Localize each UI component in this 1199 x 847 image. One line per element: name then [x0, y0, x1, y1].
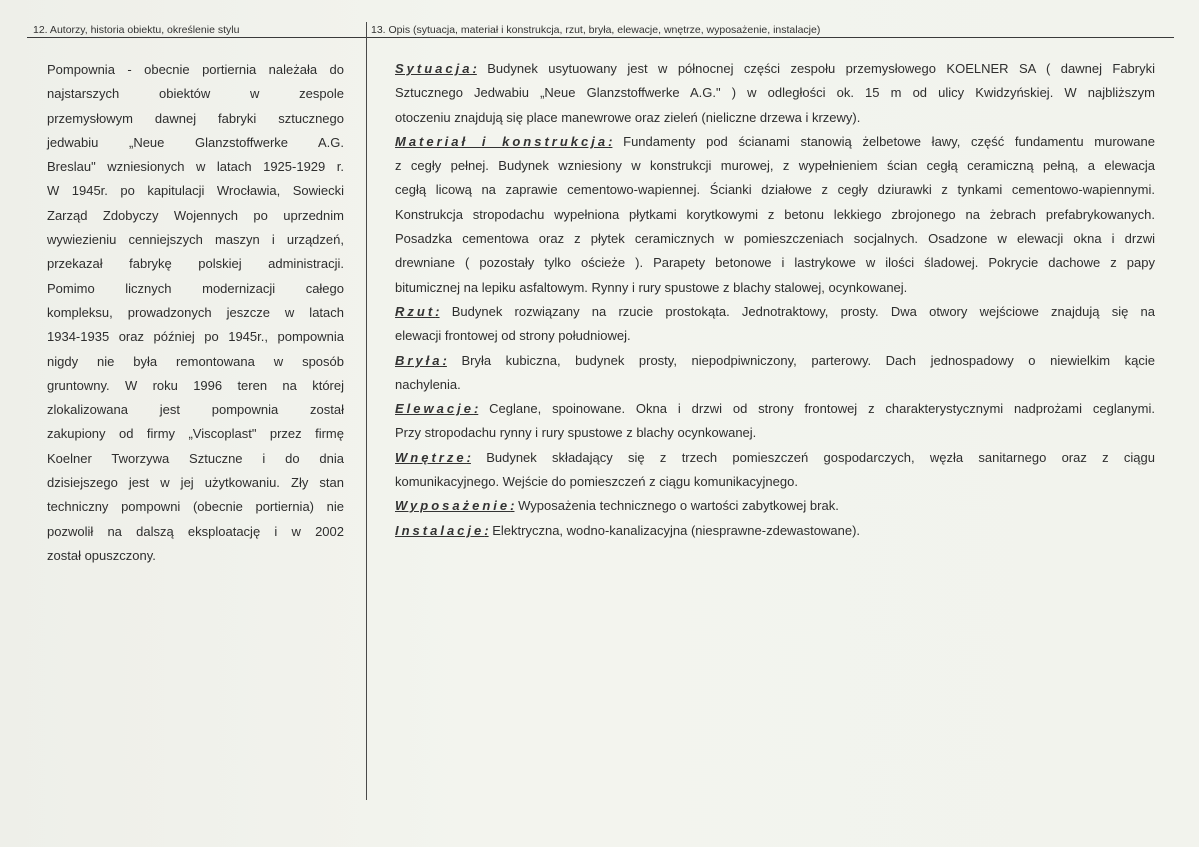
bryla-line: Bryła: Bryła kubiczna, budynek prosty, niepodpiwniczony, parterowy. Dach jednospadowy o niewielkim kącie [395, 352, 1155, 368]
sytuacja-line: Sztucznego Jedwabiu „Neue Glanzstoffwerke A.G." ) w odległości ok. 15 m od ulicy Kwidzyńskiej. W najbliższym [395, 85, 1155, 101]
description-section-header: 13. Opis (sytuacja, materiał i konstrukcja, rzut, bryła, elewacje, wnętrze, wyposażenie, instalacje) [371, 24, 821, 36]
history-line: zakupiony od firmy „Viscoplast" przez firmę [47, 426, 344, 442]
history-line: został opuszczony. [47, 547, 156, 563]
sytuacja-line: Sytuacja: Budynek usytuowany jest w północnej części zespołu przemysłowego KOELNER SA ( dawnej Fabryki [395, 61, 1155, 76]
history-line: Breslau" wzniesionych w latach 1925-1929 r. [47, 159, 344, 175]
material-heading: Materiał i konstrukcja [395, 133, 609, 149]
instalacje-heading: Instalacje [395, 522, 485, 538]
wyposazenie-line: Wyposażenie: Wyposażenia technicznego o wartości zabytkowej brak. [395, 498, 839, 514]
history-line: techniczny pompowni (obecnie portiernia) nie [47, 499, 344, 515]
history-text [47, 58, 344, 568]
instalacje-line: Instalacje: Elektryczna, wodno-kanalizacyjna (niesprawne-zdewastowane). [395, 522, 861, 538]
material-line: Materiał i konstrukcja: Fundamenty pod ścianami stanowią żelbetowe ławy, część fundamentu murowane [395, 133, 1155, 149]
history-line: 1934-1935 oraz później po 1945r., pompownia [47, 329, 344, 345]
sytuacja-line: otoczeniu znajdują się place manewrowe oraz zieleń (nieliczne drzewa i krzewy). [395, 109, 861, 125]
history-line: gruntowny. W roku 1996 teren na której [47, 377, 344, 393]
history-line: zlokalizowana jest pompownia został [47, 402, 344, 418]
history-line: przekazał fabrykę polskiej administracji. [47, 256, 344, 272]
history-line: W 1945r. po kapitulacji Wrocławia, Sowiecki [47, 183, 344, 199]
sytuacja-heading: Sytuacja [395, 61, 473, 76]
history-line: nigdy nie była remontowana w sposób [47, 353, 344, 369]
elewacje-line: Elewacje: Ceglane, spoinowane. Okna i drzwi od strony frontowej z charakterystycznymi nadprożami ceglanymi. [395, 401, 1155, 417]
bryla-heading: Bryła [395, 352, 443, 368]
elewacje-line: Przy stropodachu rynny i rury spustowe z blachy ocynkowanej. [395, 425, 757, 441]
history-line: kompleksu, prowadzonych jeszcze w latach [47, 304, 344, 320]
material-line: bitumicznej na lepiku asfaltowym. Rynny i rury spustowe z blachy stalowej, ocynkowanej. [395, 279, 908, 295]
history-line: jedwabiu „Neue Glanzstoffwerke A.G. [47, 134, 344, 150]
material-line: z cegły pełnej. Budynek wzniesiony w konstrukcji murowej, z wypełnieniem ścian cegłą ceramiczną pełną, a elewacja [395, 158, 1155, 174]
material-line: Posadzka cementowa oraz z płytek ceramicznych w pomieszczeniach socjalnych. Osadzone w elewacji okna i drzwi [395, 231, 1155, 247]
history-line: wywiezieniu cenniejszych maszyn i urządzeń, [47, 232, 344, 248]
material-line: Konstrukcja stropodachu wypełniona płytkami korytkowymi z betonu lekkiego zbrojonego na żebrach prefabrykowanych. [395, 206, 1155, 222]
bryla-line: nachylenia. [395, 376, 461, 392]
history-line: Pompownia - obecnie portiernia należała do [47, 62, 344, 77]
rzut-heading: Rzut [395, 303, 436, 319]
header-rule-left [27, 37, 366, 38]
elewacje-heading: Elewacje [395, 401, 474, 417]
header-rule-right [366, 37, 1174, 38]
rzut-line: Rzut: Budynek rozwiązany na rzucie prostokąta. Jednotraktowy, prosty. Dwa otwory wejściowe znajdują się na [395, 303, 1156, 319]
history-section-header: 12. Autorzy, historia obiektu, określenie stylu [33, 24, 240, 36]
wyposazenie-heading: Wyposażenie [395, 498, 511, 514]
history-line: Zarząd Zdobyczy Wojennych po uprzednim [47, 207, 344, 223]
rzut-line: elewacji frontowej od strony południowej. [395, 328, 631, 344]
wnetrze-heading: Wnętrze [395, 449, 467, 465]
description-text [395, 57, 1155, 543]
history-line: pozwolił na dalszą eksploatację i w 2002 [47, 523, 344, 539]
history-line: Pomimo licznych modernizacji całego [47, 280, 344, 296]
wnetrze-line: Wnętrze: Budynek składający się z trzech pomieszczeń gospodarczych, węzła sanitarnego oraz z ciągu [395, 449, 1155, 465]
history-line: najstarszych obiektów w zespole [47, 86, 344, 102]
column-divider [366, 22, 367, 800]
wnetrze-line: komunikacyjnego. Wejście do pomieszczeń z ciągu komunikacyjnego. [395, 474, 798, 490]
history-line: dzisiejszego jest w jej użytkowaniu. Zły stan [47, 475, 344, 491]
material-line: cegłą licową na zaprawie cementowo-wapiennej. Ścianki działowe z cegły dziurawki z tynkami cementowo-wapiennymi. [395, 182, 1155, 198]
material-line: drewniane ( pozostały tylko ościeże ). Parapety betonowe i lastrykowe w ilości śladowej. Pokrycie dachowe z papy [395, 255, 1155, 271]
history-line: przemysłowym dawnej fabryki sztucznego [47, 110, 344, 126]
history-line: Koelner Tworzywa Sztuczne i do dnia [47, 450, 344, 466]
